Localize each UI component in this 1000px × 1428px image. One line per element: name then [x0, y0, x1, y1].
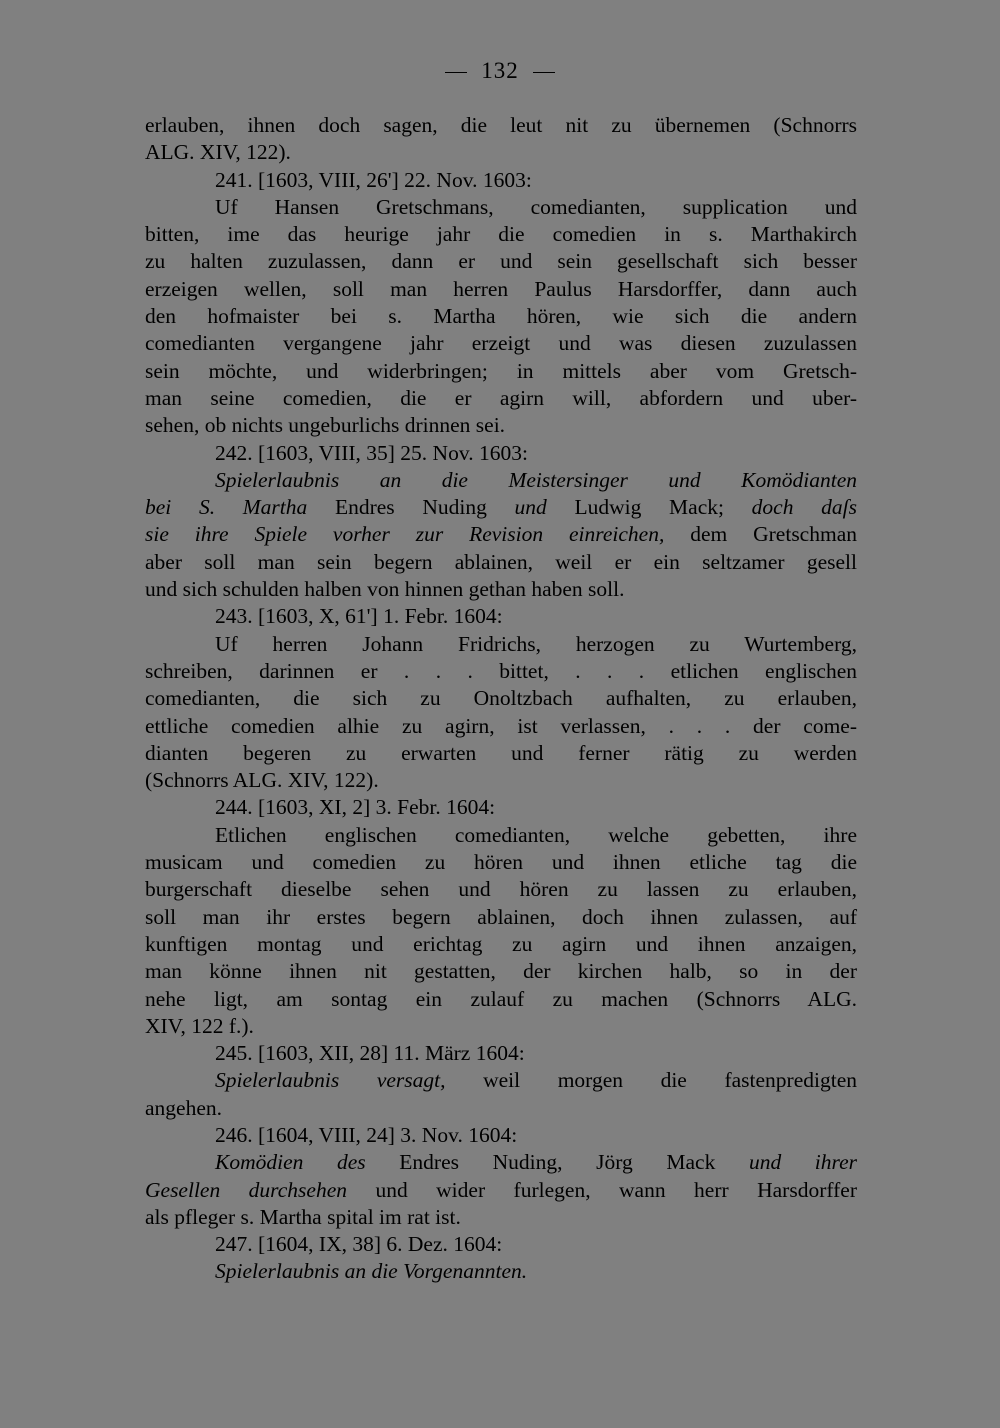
page-number — [0, 58, 1000, 84]
roman-text: und wider furlegen, wann herr Harsdorffer — [347, 1177, 857, 1202]
roman-text: dem Gretschman — [664, 522, 857, 547]
text-line: bitten, ime das heurige jahr die comedien in s. Marthakirch — [145, 222, 857, 247]
text-line: soll man ihr erstes begern ablainen, doch ihnen zulassen, auf — [145, 904, 857, 929]
text-line: als pfleger s. Martha spital im rat ist. — [145, 1204, 461, 1229]
entry-text-243 — [145, 631, 857, 795]
italic-text: sie ihre Spiele vorher zur Revision einreichen, — [145, 522, 665, 547]
text-line — [145, 1067, 857, 1094]
entry-text-247 — [145, 1258, 857, 1285]
text-line: kunftigen montag und erichtag zu agirn und ihnen anzaigen, — [145, 931, 857, 956]
entry-heading-247: 247. [1604, IX, 38] 6. Dez. 1604: — [215, 1232, 503, 1257]
text-line: (Schnorrs ALG. XIV, 122). — [145, 768, 379, 793]
entry-text-241 — [145, 194, 857, 440]
roman-text: weil morgen die fastenpredigten — [445, 1068, 857, 1093]
text-line: comedianten, die sich zu Onoltzbach aufhalten, zu erlauben, — [145, 686, 857, 711]
entry-heading-244: 244. [1603, XI, 2] 3. Febr. 1604: — [215, 795, 496, 820]
text-line: man könne ihnen nit gestatten, der kirchen halb, so in der — [145, 959, 857, 984]
italic-text: und — [514, 495, 547, 520]
page-number-text: 132 — [481, 58, 519, 83]
text-line — [145, 494, 857, 521]
text-line: dianten begeren zu erwarten und ferner rätig zu werden — [145, 740, 857, 765]
entry-heading-242: 242. [1603, VIII, 35] 25. Nov. 1603: — [215, 440, 528, 465]
entry-text-246 — [145, 1149, 857, 1231]
text-line: Uf Hansen Gretschmans, comedianten, supplication und — [215, 194, 857, 219]
roman-text: Ludwig Mack; — [546, 495, 752, 520]
roman-text: Endres Nuding — [307, 495, 515, 520]
text-line: XIV, 122 f.). — [145, 1013, 254, 1038]
text-line: sehen, ob nichts ungeburlichs drinnen sei. — [145, 413, 506, 438]
entry-heading-245: 245. [1603, XII, 28] 11. März 1604: — [215, 1041, 525, 1066]
text-line — [145, 1177, 857, 1204]
italic-text: Spielerlaubnis versagt, — [215, 1068, 446, 1093]
text-line: erzeigen wellen, soll man herren Paulus Harsdorffer, dann auch — [145, 276, 857, 301]
text-line — [145, 521, 857, 548]
italic-text: bei S. Martha — [145, 495, 308, 520]
text-line: comedianten vergangene jahr erzeigt und was diesen zuzulassen — [145, 331, 857, 356]
italic-text: Spielerlaubnis an die Vorgenannten. — [215, 1259, 528, 1284]
italic-text: Gesellen durchsehen — [145, 1177, 347, 1202]
roman-text: Endres Nuding, Jörg Mack — [365, 1150, 749, 1175]
entry-text-245 — [145, 1067, 857, 1122]
text-line: zu halten zuzulassen, dann er und sein gesellschaft sich besser — [145, 249, 857, 274]
text-line: nehe ligt, am sontag ein zulauf zu machen (Schnorrs ALG. — [145, 986, 857, 1011]
text-line — [145, 467, 857, 494]
entry-heading-241: 241. [1603, VIII, 26'] 22. Nov. 1603: — [215, 167, 532, 192]
text-line: ALG. XIV, 122). — [145, 140, 291, 165]
text-line: Uf herren Johann Fridrichs, herzogen zu Wurtemberg, — [215, 631, 857, 656]
text-line: den hofmaister bei s. Martha hören, wie sich die andern — [145, 304, 857, 329]
text-line: schreiben, darinnen er . . . bittet, . . . etlichen englischen — [145, 658, 857, 683]
italic-text: und ihrer — [748, 1150, 858, 1175]
entry-text-242 — [145, 467, 857, 603]
text-line: man seine comedien, die er agirn will, abfordern und uber- — [145, 385, 857, 410]
text-line: aber soll man sein begern ablainen, weil er ein seltzamer gesell — [145, 549, 857, 574]
dash-right — [533, 72, 555, 73]
italic-text: doch daſs — [751, 495, 857, 520]
text-line: musicam und comedien zu hören und ihnen etliche tag die — [145, 850, 857, 875]
dash-left — [445, 72, 467, 73]
text-line: und sich schulden halben von hinnen gethan haben soll. — [145, 577, 625, 602]
italic-text: Komödien des — [215, 1150, 366, 1175]
text-line: ettliche comedien alhie zu agirn, ist verlassen, . . . der come- — [145, 713, 857, 738]
text-line: angehen. — [145, 1095, 223, 1120]
document-body — [145, 112, 857, 1286]
intro-paragraph — [145, 112, 857, 167]
text-line: Etlichen englischen comedianten, welche gebetten, ihre — [215, 822, 857, 847]
text-line — [145, 1258, 857, 1285]
entry-heading-246: 246. [1604, VIII, 24] 3. Nov. 1604: — [215, 1122, 518, 1147]
text-line: sein möchte, und widerbringen; in mittels aber vom Gretsch- — [145, 358, 857, 383]
entry-heading-243: 243. [1603, X, 61'] 1. Febr. 1604: — [215, 604, 503, 629]
entry-text-244 — [145, 822, 857, 1040]
text-line: erlauben, ihnen doch sagen, die leut nit zu übernemen (Schnorrs — [145, 113, 857, 137]
italic-text: Spielerlaubnis an die Meistersinger und Komödianten — [215, 467, 857, 492]
text-line — [145, 1149, 857, 1176]
text-line: burgerschaft dieselbe sehen und hören zu lassen zu erlauben, — [145, 877, 857, 902]
